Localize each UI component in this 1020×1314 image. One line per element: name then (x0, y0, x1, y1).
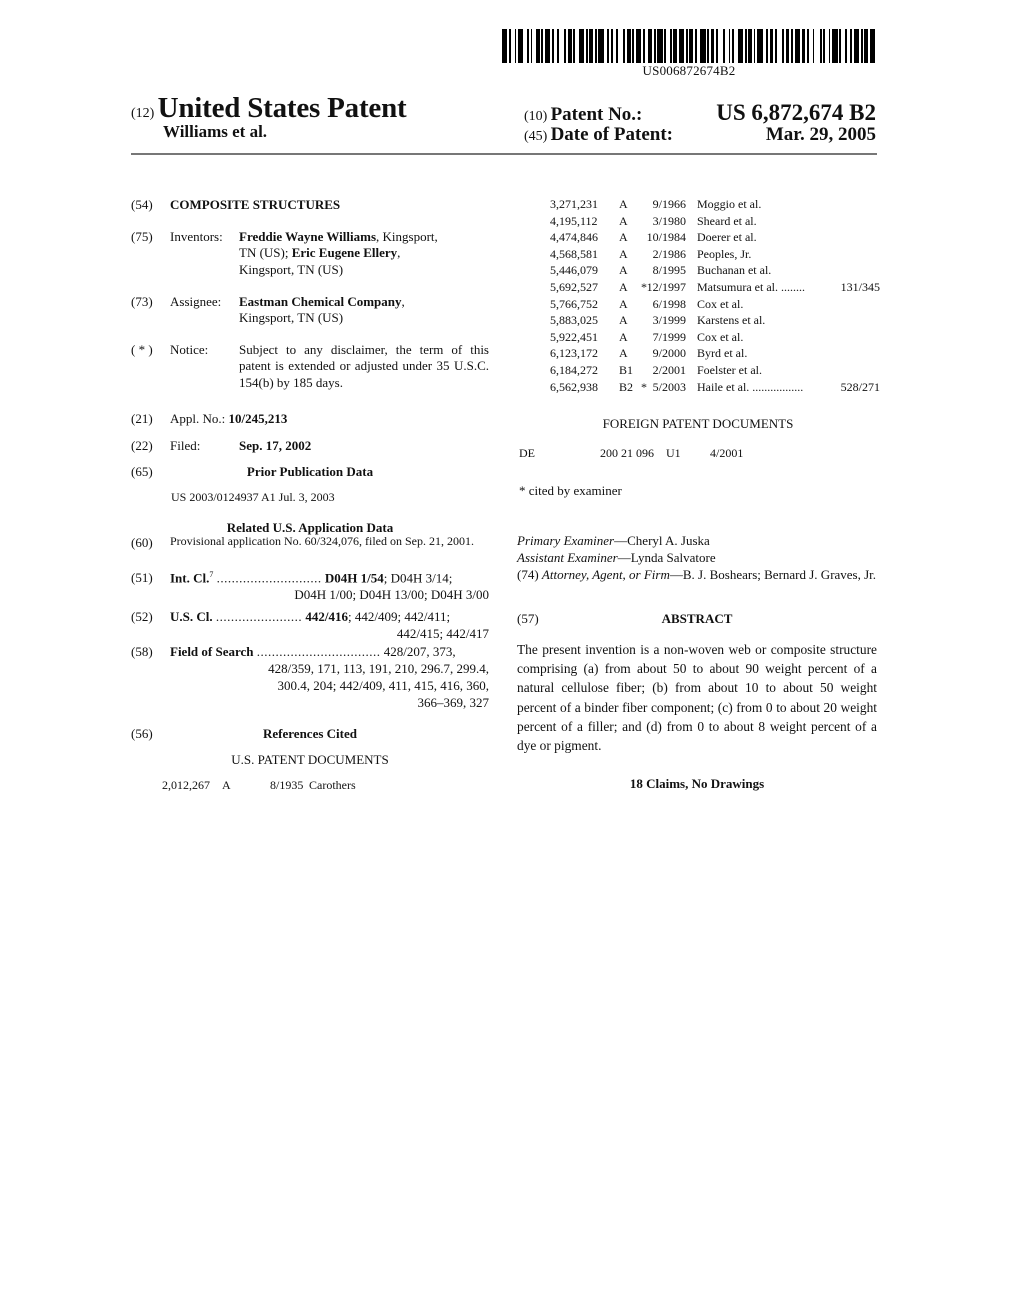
ref-inventor: Haile et al. ................. (697, 379, 804, 394)
type-code: (12) (131, 106, 155, 121)
ref-date: 9/1966 (652, 197, 686, 211)
inventors-value (239, 229, 489, 278)
inventor-name: Freddie Wayne Williams (239, 229, 377, 244)
us-cl-primary: 442/416 (305, 609, 348, 624)
field-code: ( * ) (131, 342, 153, 357)
ref-kind: A (619, 246, 628, 261)
foreign-date: 4/2001 (710, 446, 744, 460)
int-cl-primary: D04H 1/54 (324, 570, 384, 586)
ref-date: 6/1998 (652, 296, 686, 311)
references-title: References Cited (263, 726, 357, 741)
field-search-line4: 366–369, 327 (417, 695, 489, 710)
ref-date: 9/2000 (652, 346, 686, 361)
ref-cited-by-examiner: * (641, 280, 647, 294)
primary-examiner-label: Primary Examiner (517, 533, 615, 548)
cited-by-examiner-note: * cited by examiner (519, 483, 622, 498)
header-divider (131, 153, 877, 155)
int-cl-label: Int. Cl. (170, 570, 210, 586)
inventor-location: Kingsport, TN (US) (239, 261, 344, 277)
field-code: (58) (131, 644, 153, 659)
appl-no-label (170, 411, 287, 427)
reference-row (520, 263, 880, 280)
attorney (517, 566, 877, 583)
int-cl-line1 (170, 570, 489, 587)
assignee-location: Kingsport, TN (US) (239, 310, 344, 326)
patent-number: US 6,872,674 B2 (716, 100, 876, 125)
foreign-country: DE (519, 446, 535, 460)
ref-kind: B1 (619, 363, 634, 377)
attorney-code: (74) (517, 567, 542, 582)
field-code: (54) (131, 197, 153, 212)
leader-dots: ................................. (256, 644, 381, 659)
prior-pub-title: Prior Publication Data (246, 464, 374, 479)
reference-row (520, 214, 880, 231)
ref-number: 5,446,079 (550, 263, 598, 278)
ref-inventor: Byrd et al. (697, 346, 748, 361)
abstract-text: The present invention is a non-woven web or composite structure comprising (a) from about 50 to about 90 weight percent of a natural cellulose fiber; (b) from about 10 to about 50 weight percent of a binder fiber component; (c) from 0 to about 20 weight percent of a filler; and (d) from 0 to about 8 weight percent of a dye or pigment. (517, 642, 877, 754)
ref-kind: A (619, 263, 628, 278)
reference-row (520, 230, 880, 247)
field-us-cl (131, 609, 489, 643)
assignee-value (239, 294, 489, 327)
field-search-classes: 428/207, 373, (383, 644, 456, 659)
foreign-docs-title: FOREIGN PATENT DOCUMENTS (602, 416, 794, 431)
ref-number: 2,012,267 (162, 778, 210, 792)
ref-date: 2/2001 (652, 363, 686, 377)
reference-row (520, 280, 880, 297)
field-notice (131, 342, 489, 396)
ref-inventor: Peoples, Jr. (697, 246, 752, 261)
abstract-header (517, 611, 877, 629)
reference-row (520, 313, 880, 330)
ref-date: 5/2003 (652, 379, 686, 394)
filed-label: Filed: (170, 438, 201, 453)
reference-row (520, 380, 880, 397)
filed-value: Sep. 17, 2002 (239, 438, 312, 453)
abstract-code: (57) (517, 611, 539, 626)
ref-kind: B2 (619, 379, 634, 394)
us-cl-secondary: ; 442/409; 442/411; (348, 609, 451, 624)
primary-examiner (517, 532, 877, 549)
ref-kind: A (619, 230, 628, 245)
ref-inventor: Matsumura et al. ........ (697, 280, 805, 294)
punct: , (401, 294, 405, 309)
ref-kind: A (619, 313, 628, 328)
ref-number: 4,474,846 (550, 230, 598, 245)
field-code: (65) (131, 464, 153, 479)
ref-inventor: Moggio et al. (697, 197, 762, 211)
int-cl-line2: D04H 1/00; D04H 13/00; D04H 3/00 (294, 587, 489, 602)
ref-inventor: Carothers (309, 778, 356, 792)
ref-date: 10/1984 (646, 230, 686, 245)
primary-examiner-name: —Cheryl A. Juska (614, 533, 710, 548)
leader-dots: ....................... (215, 609, 303, 624)
ref-date: 8/1995 (652, 263, 686, 278)
field-related (131, 535, 489, 565)
patent-no-code: (10) (524, 109, 548, 124)
invention-title: COMPOSITE STRUCTURES (170, 197, 341, 212)
inventors-label: Inventors: (170, 229, 223, 244)
field-search (131, 644, 489, 714)
appl-no-label-text: Appl. No.: (170, 411, 226, 426)
field-code: (73) (131, 294, 153, 309)
assistant-examiner (517, 549, 877, 566)
foreign-kind: U1 (666, 446, 681, 460)
related-app-title: Related U.S. Application Data (226, 520, 394, 535)
ref-kind: A (222, 778, 231, 792)
ref-date: 8/1935 (270, 778, 304, 792)
field-code: (75) (131, 229, 153, 244)
field-code: (51) (131, 570, 153, 585)
foreign-number: 200 21 096 (600, 446, 654, 460)
notice-text: Subject to any disclaimer, the term of this patent is extended or adjusted under 35 U.S.C. 154(b) by 185 days. (239, 342, 489, 390)
ref-date: 7/1999 (652, 329, 686, 344)
notice-label: Notice: (170, 342, 209, 357)
us-cl-label: U.S. Cl. (170, 609, 213, 624)
date-label: Date of Patent: (550, 124, 673, 145)
assignee-label: Assignee: (170, 294, 222, 309)
ref-number: 4,195,112 (550, 213, 598, 228)
leader-dots: ............................ (216, 570, 322, 586)
ref-class: 131/345 (840, 280, 880, 294)
ref-number: 5,692,527 (550, 280, 598, 294)
date-code: (45) (524, 129, 548, 144)
field-search-line3: 300.4, 204; 442/409, 411, 415, 416, 360, (277, 678, 489, 693)
foreign-reference-row (519, 446, 879, 462)
ref-number: 6,562,938 (550, 379, 598, 394)
field-int-cl (131, 570, 489, 604)
ref-date: 12/1997 (646, 280, 686, 294)
abstract-title: ABSTRACT (661, 611, 733, 626)
attorney-name: —B. J. Boshears; Bernard J. Graves, Jr. (669, 567, 877, 582)
assistant-examiner-label: Assistant Examiner (517, 550, 618, 565)
inventor-location: , Kingsport, (376, 229, 438, 244)
ref-inventor: Doerer et al. (697, 230, 757, 245)
inventor-location: TN (US); (239, 245, 292, 261)
ref-number: 6,123,172 (550, 346, 598, 361)
ref-date: 2/1986 (652, 246, 686, 261)
ref-inventor: Sheard et al. (697, 213, 757, 228)
ref-kind: A (619, 329, 628, 344)
us-docs-title: U.S. PATENT DOCUMENTS (231, 752, 389, 767)
us-cl-line1 (170, 609, 489, 625)
assistant-examiner-name: —Lynda Salvatore (617, 550, 716, 565)
ref-number: 4,568,581 (550, 246, 598, 261)
field-inventors (131, 229, 489, 283)
ref-inventor: Cox et al. (697, 296, 744, 311)
ref-kind: A (619, 213, 628, 228)
int-cl-edition: 7 (209, 570, 214, 579)
reference-row (520, 297, 880, 314)
related-app-text: Provisional application No. 60/324,076, filed on Sep. 21, 2001. (170, 534, 474, 548)
int-cl-secondary: ; D04H 3/14; (383, 570, 453, 586)
prior-pub-value: US 2003/0124937 A1 Jul. 3, 2003 (171, 490, 335, 504)
field-search-label: Field of Search (170, 644, 254, 659)
inventors-short: Williams et al. (163, 122, 268, 141)
field-assignee (131, 294, 489, 330)
reference-row (520, 197, 880, 214)
field-code: (52) (131, 609, 153, 624)
field-code: (60) (131, 535, 153, 550)
ref-class: 528/271 (840, 379, 880, 394)
ref-inventor: Karstens et al. (697, 313, 766, 328)
appl-no-value: 10/245,213 (228, 411, 288, 426)
ref-kind: A (619, 280, 628, 294)
assignee-name: Eastman Chemical Company (239, 294, 402, 309)
us-cl-line2: 442/415; 442/417 (396, 626, 489, 641)
ref-number: 5,766,752 (550, 296, 598, 311)
inventor-name: Eric Eugene Ellery (291, 245, 398, 261)
ref-date: 3/1999 (652, 313, 686, 328)
ref-inventor: Foelster et al. (697, 363, 762, 377)
field-search-line1 (170, 644, 489, 660)
ref-number: 3,271,231 (550, 197, 598, 211)
patent-no-label: Patent No.: (550, 104, 643, 125)
ref-kind: A (619, 197, 628, 211)
ref-number: 6,184,272 (550, 363, 598, 377)
ref-kind: A (619, 346, 628, 361)
reference-row (520, 346, 880, 363)
barcode-number: US006872674B2 (642, 63, 736, 78)
inventor-location: , (397, 245, 401, 261)
attorney-label: Attorney, Agent, or Firm (541, 567, 670, 582)
ref-number: 5,883,025 (550, 313, 598, 328)
ref-date: 3/1980 (652, 213, 686, 228)
examiners-block (517, 532, 877, 583)
reference-row (520, 363, 880, 380)
ref-kind: A (619, 296, 628, 311)
ref-inventor: Cox et al. (697, 329, 744, 344)
reference-row (131, 778, 489, 794)
barcode (502, 29, 876, 63)
field-code: (21) (131, 411, 153, 426)
reference-row (520, 330, 880, 347)
field-code: (56) (131, 726, 153, 741)
document-title: United States Patent (157, 92, 407, 124)
field-code: (22) (131, 438, 153, 453)
patent-date: Mar. 29, 2005 (765, 124, 876, 145)
claims-summary: 18 Claims, No Drawings (629, 776, 765, 791)
patent-date-row (524, 123, 876, 147)
ref-cited-by-examiner: * (641, 379, 647, 394)
reference-row (520, 247, 880, 264)
field-search-line2: 428/359, 171, 113, 191, 210, 296.7, 299.4, (268, 661, 489, 676)
ref-inventor: Buchanan et al. (697, 263, 772, 278)
ref-number: 5,922,451 (550, 329, 598, 344)
